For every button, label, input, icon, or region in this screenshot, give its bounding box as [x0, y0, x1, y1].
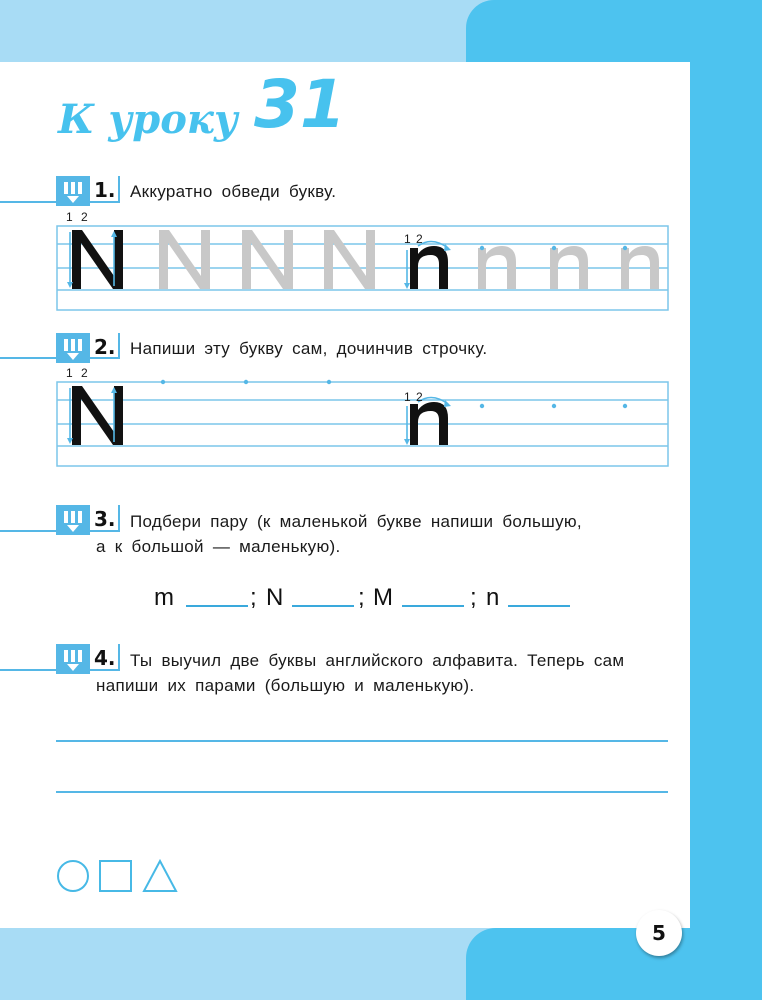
- writing-line-1[interactable]: [56, 740, 668, 742]
- pair-letter-n: n: [486, 584, 500, 611]
- lesson-number: 31: [254, 66, 346, 143]
- page-number: 5: [636, 910, 682, 956]
- task-4-text-line-2: напиши их парами (большую и маленькую).: [96, 676, 475, 695]
- stroke-label-1: 1: [66, 210, 73, 224]
- task-2-bar: [118, 333, 120, 359]
- task-1-bar: [118, 176, 120, 202]
- task-3-text-line-2: а к большой — маленькую).: [96, 537, 341, 556]
- pair-letter-m: m: [154, 584, 174, 611]
- pair-blank-2[interactable]: [292, 605, 354, 607]
- pair-separator: ;: [470, 584, 477, 611]
- stroke-label-1-lower: 1: [404, 232, 411, 246]
- task-3-bar: [118, 505, 120, 531]
- stroke-label-2: 2: [81, 210, 88, 224]
- pencil-icon: [56, 505, 90, 535]
- right-band: [690, 40, 762, 1000]
- copybook-row-2[interactable]: [56, 366, 670, 473]
- pair-separator: ;: [250, 584, 257, 611]
- pair-blank-3[interactable]: [402, 605, 464, 607]
- stroke-label-2: 2: [81, 366, 88, 380]
- circle-icon: [58, 861, 88, 891]
- task-4-number: 4.: [94, 646, 116, 670]
- pencil-icon: [56, 644, 90, 674]
- pair-blank-4[interactable]: [508, 605, 570, 607]
- copybook-row-1: [56, 210, 670, 317]
- pair-separator: ;: [358, 584, 365, 611]
- pair-letter-N: N: [266, 584, 284, 611]
- lesson-title: К уроку: [58, 96, 238, 143]
- task-2-text: Напиши эту букву сам, дочинчив строчку.: [130, 339, 488, 358]
- task-4-text-line-1: Ты выучил две буквы английского алфавита. Теперь сам: [130, 651, 625, 670]
- stroke-label-1: 1: [66, 366, 73, 380]
- shape-icons: [56, 858, 180, 899]
- task-3-number: 3.: [94, 507, 116, 531]
- task-1-number: 1.: [94, 178, 116, 202]
- pencil-icon: [56, 333, 90, 363]
- square-icon: [100, 861, 131, 891]
- task-1-text: Аккуратно обведи букву.: [130, 182, 337, 201]
- stroke-label-1-lower: 1: [404, 390, 411, 404]
- pencil-icon: [56, 176, 90, 206]
- stroke-label-2-lower: 2: [416, 390, 423, 404]
- stroke-label-2-lower: 2: [416, 232, 423, 246]
- pair-letter-M: M: [373, 584, 393, 611]
- triangle-icon: [144, 861, 176, 891]
- task-4-bar: [118, 644, 120, 670]
- writing-line-2[interactable]: [56, 791, 668, 793]
- bottom-tab: [466, 928, 762, 1000]
- task-3-text-line-1: Подбери пару (к маленькой букве напиши большую,: [130, 512, 582, 531]
- pair-blank-1[interactable]: [186, 605, 248, 607]
- task-2-number: 2.: [94, 335, 116, 359]
